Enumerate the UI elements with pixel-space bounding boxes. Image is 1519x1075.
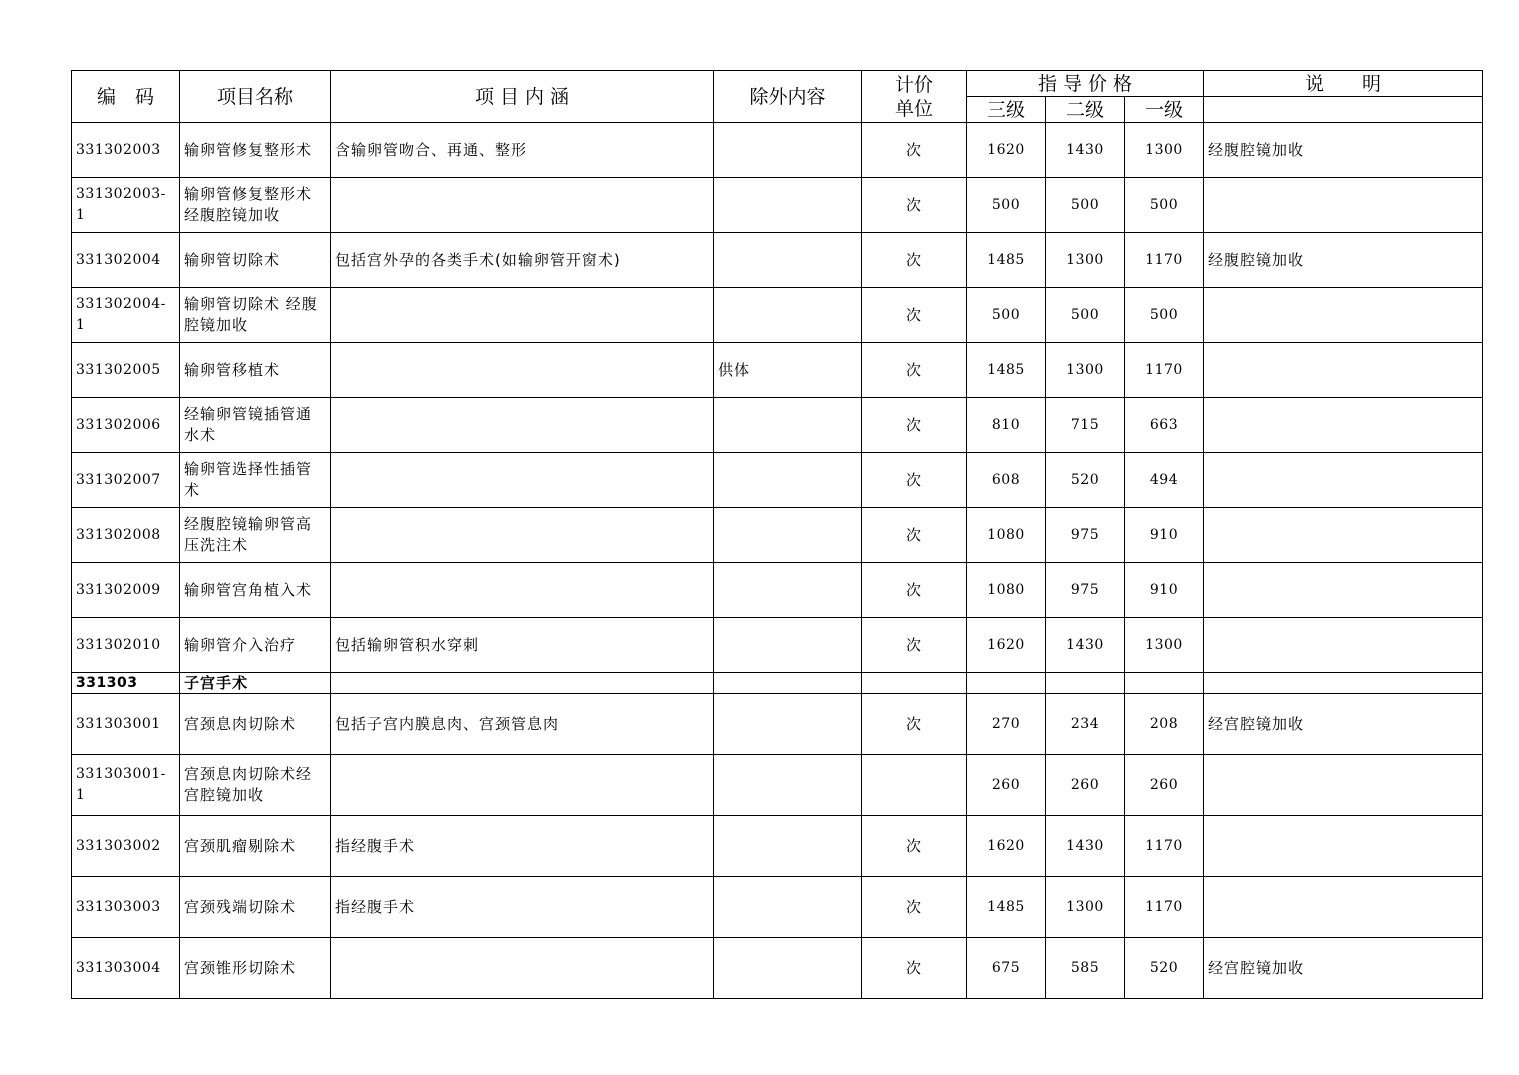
row-exclude bbox=[714, 816, 862, 877]
row-content bbox=[331, 288, 714, 343]
row-price-level1: 663 bbox=[1125, 398, 1204, 453]
table-row bbox=[72, 618, 1483, 673]
row-content bbox=[331, 343, 714, 398]
row-name: 输卵管选择性插管术 bbox=[180, 453, 331, 508]
row-content bbox=[331, 398, 714, 453]
row-name: 宫颈锥形切除术 bbox=[180, 938, 331, 999]
row-code: 331302009 bbox=[72, 563, 180, 618]
row-price-level3: 1620 bbox=[967, 123, 1046, 178]
row-price-level1: 520 bbox=[1125, 938, 1204, 999]
header-content: 项 目 内 涵 bbox=[331, 71, 714, 123]
row-exclude bbox=[714, 938, 862, 999]
row-price-level3: 1485 bbox=[967, 343, 1046, 398]
row-content: 包括宫外孕的各类手术(如输卵管开窗术) bbox=[331, 233, 714, 288]
row-exclude bbox=[714, 233, 862, 288]
row-content: 包括输卵管积水穿刺 bbox=[331, 618, 714, 673]
header-price-group: 指 导 价 格 bbox=[967, 71, 1204, 97]
row-price-level3: 260 bbox=[967, 755, 1046, 816]
row-exclude bbox=[714, 755, 862, 816]
row-note bbox=[1204, 398, 1483, 453]
row-price-level2: 1430 bbox=[1046, 123, 1125, 178]
row-price-level2: 1430 bbox=[1046, 816, 1125, 877]
row-price-level3: 1620 bbox=[967, 618, 1046, 673]
row-exclude bbox=[714, 288, 862, 343]
table-row bbox=[72, 453, 1483, 508]
row-exclude bbox=[714, 453, 862, 508]
header-exclude: 除外内容 bbox=[714, 71, 862, 123]
row-unit: 次 bbox=[862, 453, 967, 508]
row-name: 输卵管移植术 bbox=[180, 343, 331, 398]
row-name: 输卵管修复整形术经腹腔镜加收 bbox=[180, 178, 331, 233]
row-name: 宫颈残端切除术 bbox=[180, 877, 331, 938]
row-price-level3: 500 bbox=[967, 288, 1046, 343]
row-price-level2: 715 bbox=[1046, 398, 1125, 453]
table-row bbox=[72, 288, 1483, 343]
row-note: 经宫腔镜加收 bbox=[1204, 694, 1483, 755]
row-content: 含输卵管吻合、再通、整形 bbox=[331, 123, 714, 178]
table-row bbox=[72, 755, 1483, 816]
row-name: 经输卵管镜插管通水术 bbox=[180, 398, 331, 453]
row-name: 宫颈息肉切除术经宫腔镜加收 bbox=[180, 755, 331, 816]
row-unit: 次 bbox=[862, 288, 967, 343]
row-name: 输卵管修复整形术 bbox=[180, 123, 331, 178]
row-code: 331302003-1 bbox=[72, 178, 180, 233]
table-row bbox=[72, 816, 1483, 877]
row-price-level2: 1300 bbox=[1046, 343, 1125, 398]
row-price-level2: 975 bbox=[1046, 508, 1125, 563]
row-price-level2: 1300 bbox=[1046, 233, 1125, 288]
header-note-blank bbox=[1204, 97, 1483, 123]
row-code: 331302005 bbox=[72, 343, 180, 398]
row-code: 331303001 bbox=[72, 694, 180, 755]
row-note: 经腹腔镜加收 bbox=[1204, 233, 1483, 288]
row-content bbox=[331, 938, 714, 999]
row-code: 331303003 bbox=[72, 877, 180, 938]
row-price-level3: 270 bbox=[967, 694, 1046, 755]
row-unit: 次 bbox=[862, 398, 967, 453]
row-exclude bbox=[714, 398, 862, 453]
header-code: 编 码 bbox=[72, 71, 180, 123]
row-price-level1: 1170 bbox=[1125, 877, 1204, 938]
row-code: 331303004 bbox=[72, 938, 180, 999]
row-unit: 次 bbox=[862, 508, 967, 563]
row-price-level3: 1620 bbox=[967, 816, 1046, 877]
row-price-level3: 608 bbox=[967, 453, 1046, 508]
row-price-level2: 500 bbox=[1046, 288, 1125, 343]
header-unit-line1: 计价 bbox=[894, 73, 933, 96]
row-price-level1: 910 bbox=[1125, 508, 1204, 563]
row-price-level2: 260 bbox=[1046, 755, 1125, 816]
row-note bbox=[1204, 453, 1483, 508]
row-price-level2: 520 bbox=[1046, 453, 1125, 508]
row-content: 包括子宫内膜息肉、宫颈管息肉 bbox=[331, 694, 714, 755]
row-exclude bbox=[714, 563, 862, 618]
row-exclude: 供体 bbox=[714, 343, 862, 398]
row-note bbox=[1204, 563, 1483, 618]
row-exclude bbox=[714, 123, 862, 178]
table-row bbox=[72, 508, 1483, 563]
row-unit: 次 bbox=[862, 178, 967, 233]
row-name: 经腹腔镜输卵管高压洗注术 bbox=[180, 508, 331, 563]
row-price-level3: 1485 bbox=[967, 233, 1046, 288]
row-price-level1: 1170 bbox=[1125, 816, 1204, 877]
row-unit: 次 bbox=[862, 563, 967, 618]
row-name: 输卵管宫角植入术 bbox=[180, 563, 331, 618]
section-code: 331303 bbox=[72, 673, 180, 694]
table-row bbox=[72, 343, 1483, 398]
row-name: 输卵管切除术 bbox=[180, 233, 331, 288]
header-level3: 三级 bbox=[967, 97, 1046, 123]
row-price-level2: 234 bbox=[1046, 694, 1125, 755]
row-price-level1: 208 bbox=[1125, 694, 1204, 755]
table-row bbox=[72, 694, 1483, 755]
section-name: 子宫手术 bbox=[180, 673, 331, 694]
row-unit: 次 bbox=[862, 816, 967, 877]
table-row bbox=[72, 233, 1483, 288]
row-name: 宫颈肌瘤剔除术 bbox=[180, 816, 331, 877]
row-unit: 次 bbox=[862, 233, 967, 288]
row-note bbox=[1204, 508, 1483, 563]
row-exclude bbox=[714, 877, 862, 938]
row-unit: 次 bbox=[862, 343, 967, 398]
row-name: 输卵管介入治疗 bbox=[180, 618, 331, 673]
row-note bbox=[1204, 288, 1483, 343]
row-unit: 次 bbox=[862, 123, 967, 178]
row-unit: 次 bbox=[862, 694, 967, 755]
header-unit-line2: 单位 bbox=[894, 97, 933, 120]
row-content bbox=[331, 178, 714, 233]
row-note bbox=[1204, 178, 1483, 233]
row-note bbox=[1204, 618, 1483, 673]
row-unit: 次 bbox=[862, 618, 967, 673]
table-row bbox=[72, 123, 1483, 178]
row-note bbox=[1204, 755, 1483, 816]
header-name: 项目名称 bbox=[180, 71, 331, 123]
row-price-level1: 1170 bbox=[1125, 233, 1204, 288]
row-price-level2: 1430 bbox=[1046, 618, 1125, 673]
row-price-level3: 1485 bbox=[967, 877, 1046, 938]
row-name: 输卵管切除术 经腹腔镜加收 bbox=[180, 288, 331, 343]
row-price-level1: 1300 bbox=[1125, 123, 1204, 178]
row-price-level3: 675 bbox=[967, 938, 1046, 999]
row-content bbox=[331, 453, 714, 508]
row-content: 指经腹手术 bbox=[331, 816, 714, 877]
row-code: 331302003 bbox=[72, 123, 180, 178]
price-table bbox=[71, 70, 1483, 999]
header-level2: 二级 bbox=[1046, 97, 1125, 123]
row-price-level1: 494 bbox=[1125, 453, 1204, 508]
table-row bbox=[72, 563, 1483, 618]
row-price-level1: 500 bbox=[1125, 288, 1204, 343]
row-note: 经腹腔镜加收 bbox=[1204, 123, 1483, 178]
table-row bbox=[72, 178, 1483, 233]
row-price-level2: 500 bbox=[1046, 178, 1125, 233]
row-code: 331302004-1 bbox=[72, 288, 180, 343]
row-price-level1: 910 bbox=[1125, 563, 1204, 618]
row-price-level2: 975 bbox=[1046, 563, 1125, 618]
row-code: 331302007 bbox=[72, 453, 180, 508]
table-row bbox=[72, 398, 1483, 453]
row-note bbox=[1204, 343, 1483, 398]
row-content bbox=[331, 563, 714, 618]
row-exclude bbox=[714, 618, 862, 673]
section-row bbox=[72, 673, 1483, 694]
table-row bbox=[72, 938, 1483, 999]
row-code: 331302008 bbox=[72, 508, 180, 563]
row-unit: 次 bbox=[862, 877, 967, 938]
row-price-level3: 1080 bbox=[967, 563, 1046, 618]
row-code: 331302006 bbox=[72, 398, 180, 453]
row-price-level1: 500 bbox=[1125, 178, 1204, 233]
header-level1: 一级 bbox=[1125, 97, 1204, 123]
row-unit bbox=[862, 755, 967, 816]
row-price-level3: 1080 bbox=[967, 508, 1046, 563]
row-unit: 次 bbox=[862, 938, 967, 999]
table-row bbox=[72, 877, 1483, 938]
table-header bbox=[72, 71, 1483, 123]
row-exclude bbox=[714, 508, 862, 563]
row-price-level1: 1170 bbox=[1125, 343, 1204, 398]
row-note bbox=[1204, 816, 1483, 877]
row-price-level2: 585 bbox=[1046, 938, 1125, 999]
row-exclude bbox=[714, 178, 862, 233]
row-price-level2: 1300 bbox=[1046, 877, 1125, 938]
header-note: 说 明 bbox=[1204, 71, 1483, 97]
row-exclude bbox=[714, 694, 862, 755]
row-note bbox=[1204, 877, 1483, 938]
row-name: 宫颈息肉切除术 bbox=[180, 694, 331, 755]
row-content bbox=[331, 508, 714, 563]
row-code: 331302004 bbox=[72, 233, 180, 288]
row-note: 经宫腔镜加收 bbox=[1204, 938, 1483, 999]
row-price-level1: 1300 bbox=[1125, 618, 1204, 673]
row-content bbox=[331, 755, 714, 816]
row-price-level3: 810 bbox=[967, 398, 1046, 453]
row-code: 331302010 bbox=[72, 618, 180, 673]
row-price-level3: 500 bbox=[967, 178, 1046, 233]
header-unit bbox=[862, 71, 967, 123]
row-content: 指经腹手术 bbox=[331, 877, 714, 938]
row-code: 331303002 bbox=[72, 816, 180, 877]
row-price-level1: 260 bbox=[1125, 755, 1204, 816]
row-code: 331303001-1 bbox=[72, 755, 180, 816]
